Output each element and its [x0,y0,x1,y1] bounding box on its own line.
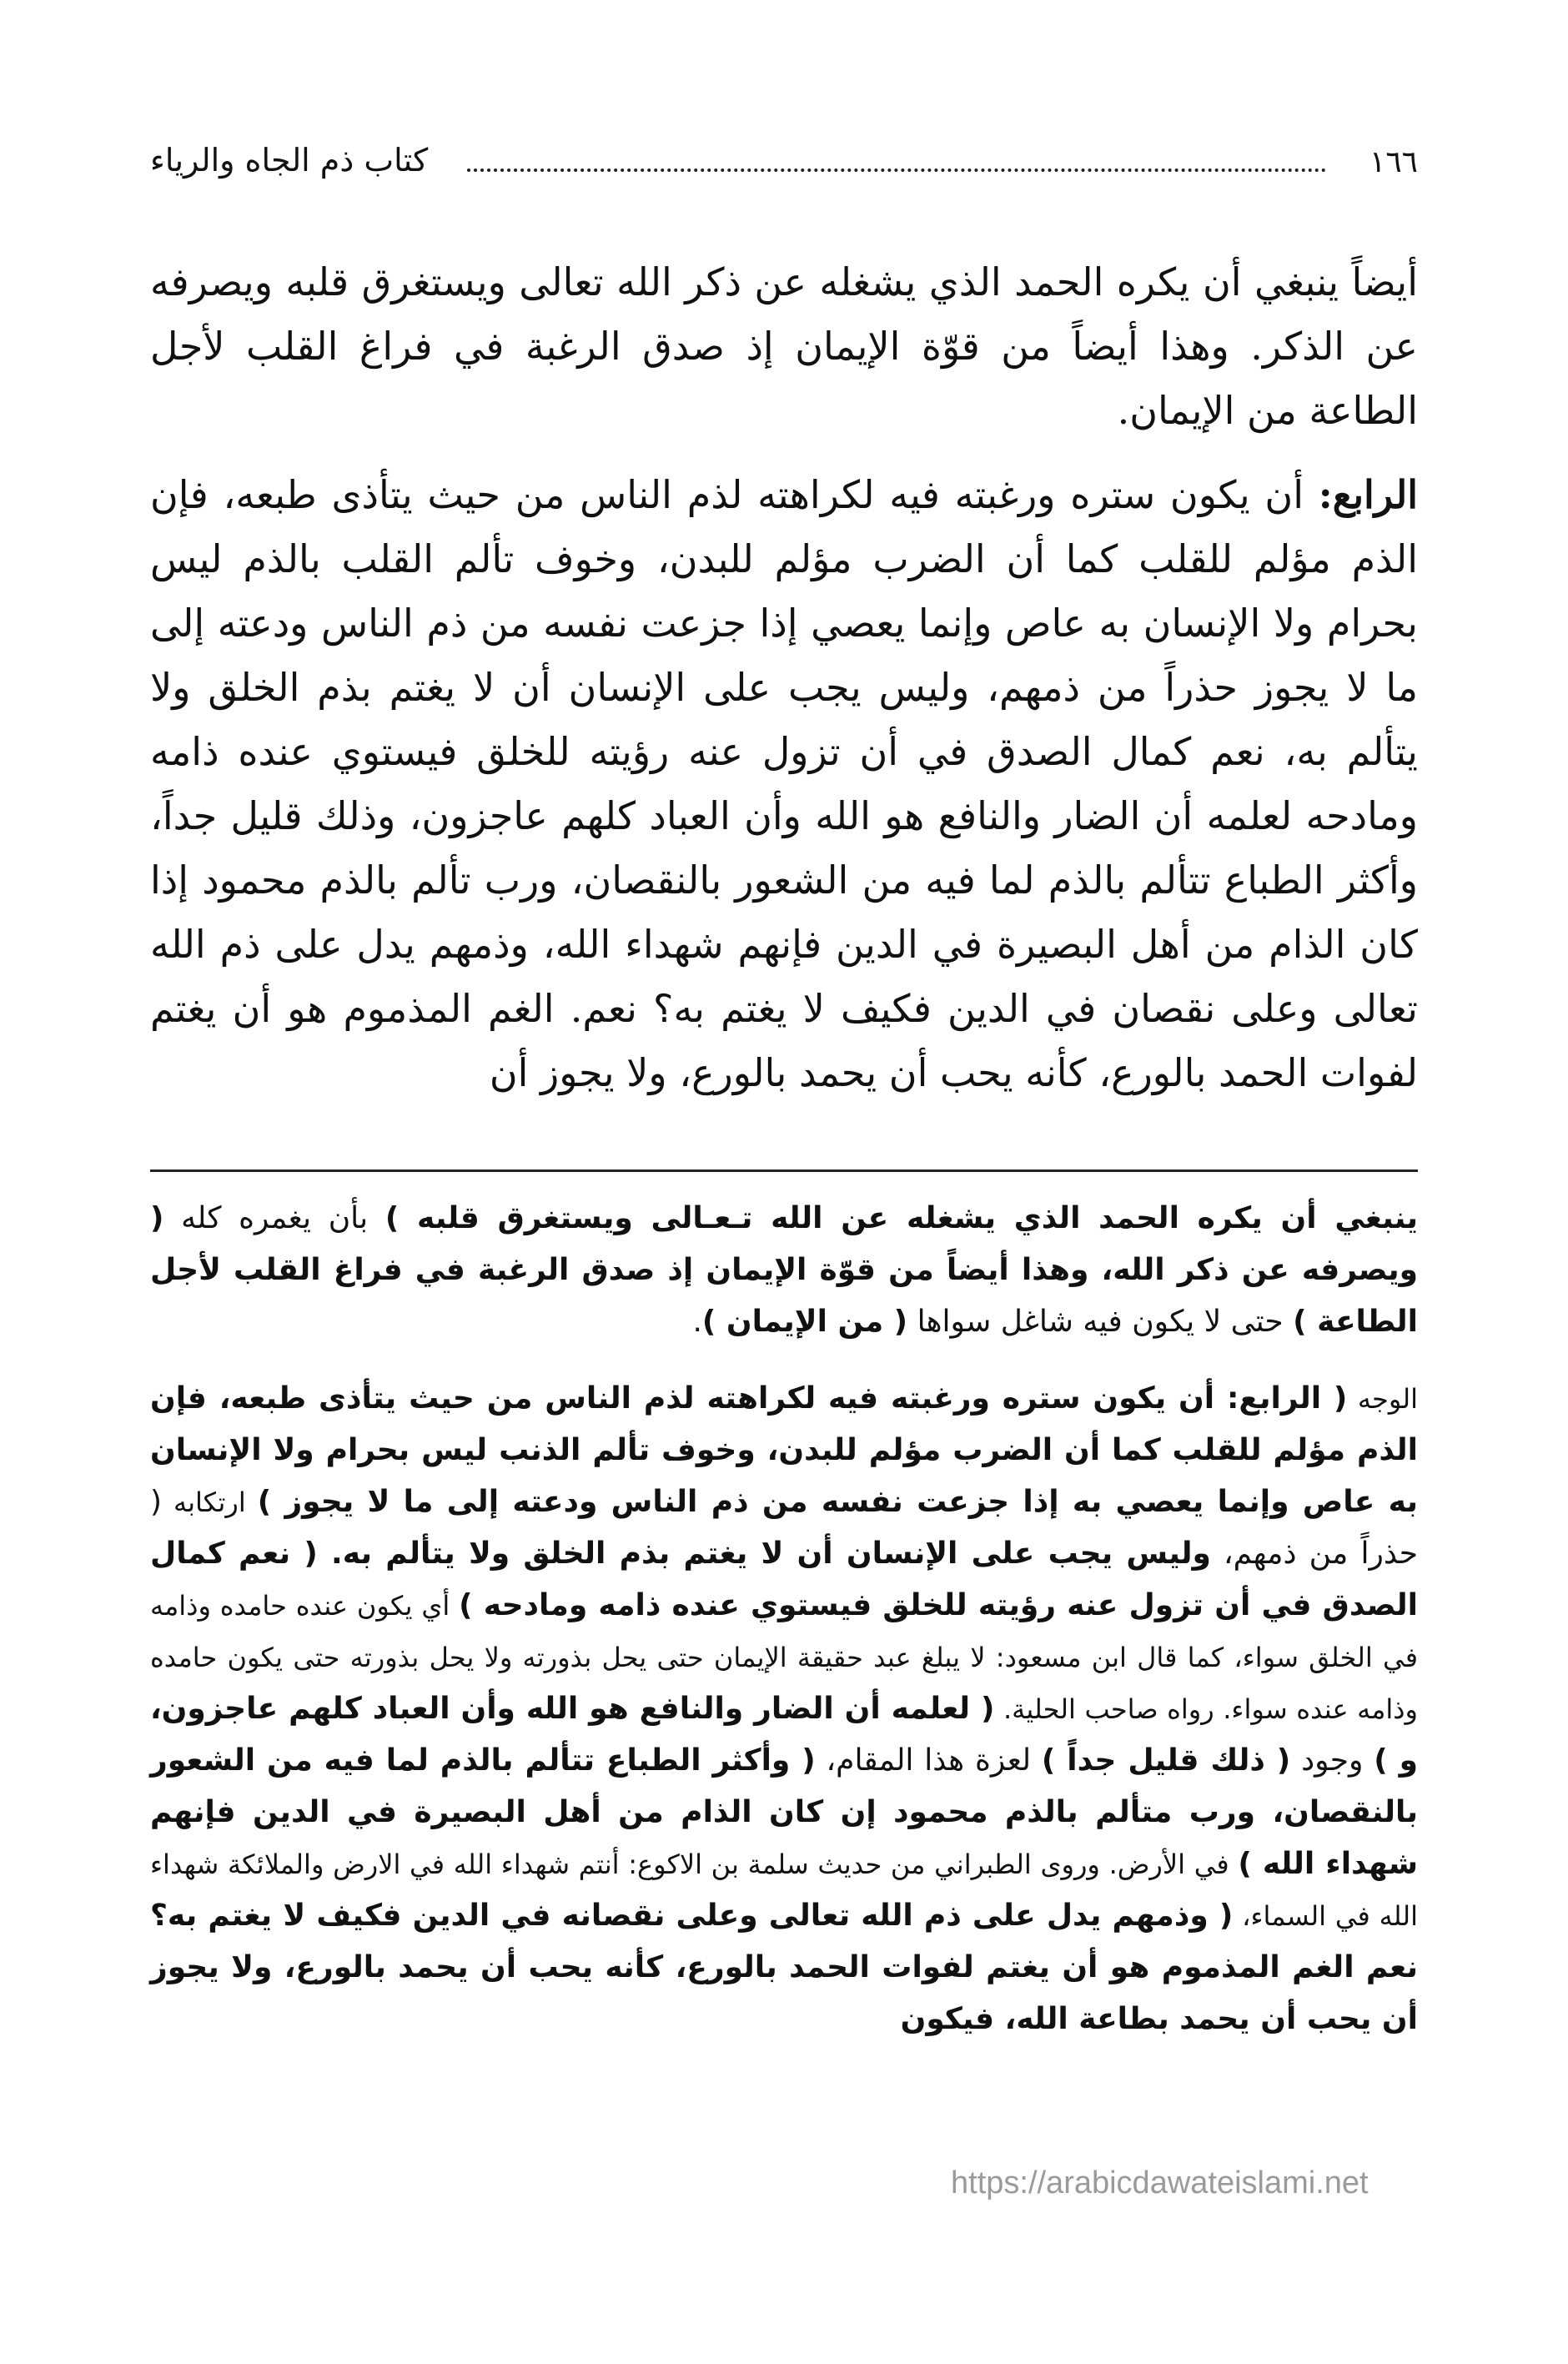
commentary-p1-run-2: ( ويصرفه عن ذكر الله، وهذا أيضاً من قوّة الإيمان إذ صدق الرغبة في فراغ القلب لأجل الطاعة ) [150,1201,1418,1339]
commentary-p1-run-4: ( من الإيمان ) [701,1305,908,1339]
commentary-p2-run-10: ( وأكثر الطباع تتألم بالذم لما فيه من الشعور بالنقصان، ورب متألم بالذم محمود إن كان الذام من أهل البصيرة في الدين فإنهم شهداء الله ) [150,1743,1418,1881]
commentary-p2-run-0: الوجه [1347,1383,1419,1415]
commentary-p2-run-12: ( وذمهم يدل على ذم الله تعالى وعلى نقصانه في الدين فكيف لا يغتم به؟ نعم الغم المذموم هو أن يغتم لفوات الحمد بالورع، كأنه يحب أن يحمد بالورع، ولا يجوز أن يحب أن يحمد بطاعة الله، فيكون [150,1899,1418,2036]
header-dotted-leader [467,168,1326,172]
commentary-p2-run-1: ( الرابع: أن يكون ستره ورغبته فيه لكراهته لذم الناس من حيث يتأذى طبعه، فإن الذم مؤلم للقلب كما أن الضرب مؤلم للبدن، وخوف تألم الذنب ليس بحرام ولا الإنسان به عاص وإنما يعصي به إذا جزعت نفسه من ذم الناس ودعته إلى ما لا يجوز ) [150,1381,1418,1519]
commentary-p2-run-5: أي يكون عنده حامده وذامه في الخلق سواء، كما قال ابن مسعود: لا يبلغ عبد حقيقة الإيمان حتى يحل بذورته ولا يحل بذورته حتى يكون حامده وذامه عنده سواء. رواه صاحب الحلية. [150,1590,1418,1725]
commentary-p2-run-6: ( لعلمه أن الضار والنافع هو الله وأن العباد كلهم عاجزون، و ) [150,1692,1418,1778]
commentary-p2-run-2: ارتكابه [162,1486,258,1518]
commentary-p1-run-3: حتى لا يكون فيه شاغل سواها [907,1305,1294,1339]
commentary-paragraph-1 [150,1193,1418,1348]
main-paragraph-2-body: أن يكون ستره ورغبته فيه لكراهته لذم الناس من حيث يتأذى طبعه، فإن الذم مؤلم للقلب كما أن الضرب مؤلم للبدن، وخوف تألم القلب بالذم ليس بحرام ولا الإنسان به عاص وإنما يعصي إذا جزعت نفسه من ذم الناس ودعته إلى ما لا يجوز حذراً من ذمهم، وليس يجب على الإنسان أن لا يغتم بذم الخلق ولا يتألم به، نعم كمال الصدق في أن تزول عنه رؤيته للخلق فيستوي عنده ذامه ومادحه لعلمه أن الضار والنافع هو الله وأن العباد كلهم عاجزون، وذلك قليل جداً، وأكثر الطباع تتألم بالذم لما فيه من الشعور بالنقصان، ورب تألم بالذم محمود إذا كان الذام من أهل البصيرة في الدين فإنهم شهداء الله، وذمهم يدل على ذم الله تعالى وعلى نقصان في الدين فكيف لا يغتم به؟ نعم. الغم المذموم هو أن يغتم لفوات الحمد بالورع، كأنه يحب أن يحمد بالورع، ولا يجوز أن [150,472,1418,1095]
commentary-p2-run-9: لعزة هذا المقام، [815,1743,1042,1778]
page-number: ١٦٦ [1369,145,1418,179]
commentary-p2-run-3: ( حذراً من ذمهم، [150,1485,1418,1571]
main-text [150,250,1418,1125]
commentary-p1-run-5: . [692,1305,702,1339]
commentary-paragraph-2 [150,1373,1418,2045]
commentary-p2-run-8: ( ذلك قليل جداً ) [1041,1743,1291,1778]
main-paragraph-2 [150,463,1418,1105]
main-paragraph-2-lead: الرابع: [1318,472,1418,517]
commentary-p1-run-0: ينبغي أن يكره الحمد الذي يشغله عن الله تـعـالى ويستغرق قلبه ) [384,1201,1418,1235]
footnote-divider [150,1169,1418,1172]
commentary-p1-run-1: بأن يغمره كله [163,1201,385,1235]
commentary-p2-run-4: وليس يجب على الإنسان أن لا يغتم بذم الخلق ولا يتألم به. ( نعم كمال الصدق في أن تزول عنه رؤيته للخلق فيستوي عنده ذامه ومادحه ) [150,1537,1418,1622]
commentary-p2-run-7: وجود [1290,1743,1375,1778]
commentary-text [150,1193,1418,2070]
running-header [150,142,1418,192]
main-paragraph-1: أيضاً ينبغي أن يكره الحمد الذي يشغله عن ذكر الله تعالى ويستغرق قلبه ويصرفه عن الذكر. وهذا أيضاً من قوّة الإيمان إذ صدق الرغبة في فراغ القلب لأجل الطاعة من الإيمان. [150,259,1418,433]
watermark-url: https://arabicdawateislami.net [951,2165,1369,2201]
book-title: كتاب ذم الجاه والرياء [150,142,429,179]
commentary-p2-run-11: في الأرض. وروى الطبراني من حديث سلمة بن الاكوع: أنتم شهداء الله في الارض والملائكة شهداء الله في السماء، [150,1848,1418,1932]
